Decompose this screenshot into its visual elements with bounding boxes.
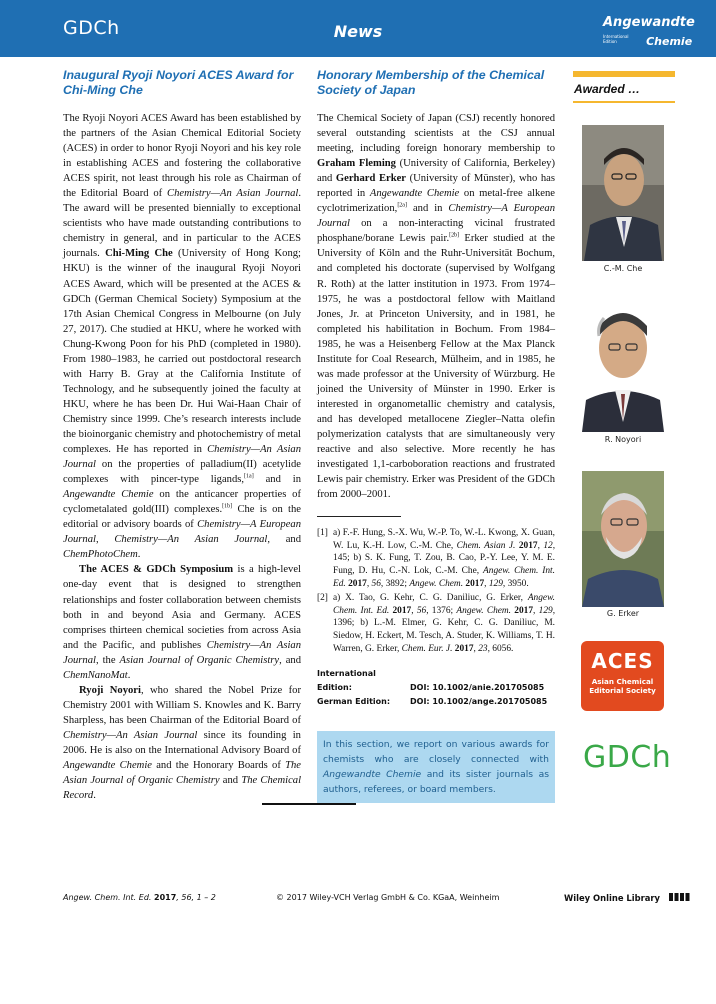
- footer-wiley-online-library[interactable]: Wiley Online Library: [564, 893, 660, 903]
- references-separator: [317, 516, 401, 517]
- article-csj-membership: [317, 68, 555, 803]
- doi-intl[interactable]: DOI: 10.1002/anie.201705085: [410, 683, 545, 693]
- reference-text: a) F.-F. Hung, S.-X. Wu, W.-P. To, W.-L. Kwong, X. Guan, W. Lu, K.-H. Low, C.-M. Che, Chem. Asian J. 2017, 12, 145; b) S. K. Fung, T. Zou, B. Cao, P.-Y. Lee, Y. M. E. Fung, D. Hu, C.-N. Lok, C.-M. Che, Angew. Chem. Int. Ed. 2017, 56, 3892; Angew. Chem. 2017, 129, 3950.: [333, 528, 556, 589]
- photo-noyori: [582, 296, 664, 432]
- angewandte-logo-line1: Angewandte: [603, 15, 695, 30]
- section-title: News: [333, 22, 383, 41]
- photo-caption: G. Erker: [606, 609, 640, 618]
- end-of-article-rule: [262, 803, 356, 805]
- reference-number: [2]: [317, 593, 328, 604]
- article-title: Honorary Membership of the Chemical Society of Japan: [317, 68, 545, 97]
- article-noyori-award: [63, 68, 301, 803]
- footer-year: 2017: [154, 893, 177, 902]
- reference-number: [1]: [317, 528, 328, 539]
- footer-journal: Angew. Chem. Int. Ed.: [63, 893, 152, 902]
- footer-copyright: © 2017 Wiley-VCH Verlag GmbH & Co. KGaA, Weinheim: [276, 893, 500, 902]
- section-info-box: In this section, we report on various awards for chemists who are closely connected with Angewandte Chemie and its sister journals as authors, referees, or board members.: [317, 731, 555, 803]
- references-list: [317, 527, 555, 655]
- sidebar-title: Awarded …: [574, 82, 641, 96]
- article-title: Inaugural Ryoji Noyori ACES Award for Chi-Ming Che: [63, 68, 294, 97]
- photo-caption: C.-M. Che: [603, 264, 643, 273]
- doi-german[interactable]: DOI: 10.1002/ange.201705085: [410, 697, 548, 707]
- reference-text: a) X. Tao, G. Kehr, C. G. Daniliuc, G. Erker, Angew. Chem. Int. Ed. 2017, 56, 1376; Angew. Chem. 2017, 129, 1396; b) L.-M. Elmer, G. Kehr, C. G. Daniliuc, M. Siedow, H. Eckert, M. Tesch, A. Studer, K. Williams, T. H. Warren, G. Erker, Chem. Eur. J. 2017, 23, 6056.: [333, 593, 556, 654]
- photo-che: [582, 125, 664, 261]
- gdch-logo: GDCh: [63, 17, 120, 39]
- sidebar-underline: [573, 101, 675, 103]
- paragraph: The Ryoji Noyori ACES Award has been established by the partners of the Asian Chemical Editorial Society (ACES) in order to honor Ryoji Noyori and his key role in establishing ACES and fostering the collaborative ACES spirit, not least through his role as Chairman of the Editorial Board of Chemistry—An Asian Journal. The award will be presented biennially to exceptional scientists who have made outstanding contributions to chemistry in general, and in particular to the ACES journals. Chi-Ming Che (University of Hong Kong; HKU) is the winner of the inaugural Ryoji Noyori ACES Award, which will be presented at the ACES & GDCh (German Chemical Society) Symposium at the 17th Asian Chemical Congress in Melbourne (on July 27, 2017). Che studied at HKU, where he worked with Chung-Kwong Poon for his PhD (completed in 1980). From 1980–1983, he carried out postdoctoral research with Harry B. Gray at the California Institute of Technology, and he subsequently joined the faculty at HKU, where he has been Dr. Hui Wai-Haan Chair of Chemistry since 1999. Che’s research interests include the bioinorganic chemistry and photochemistry of metal complexes. He has reported in Chemistry—An Asian Journal on the properties of palladium(II) acetylide complexes with pincer-type ligands,[1a] and in Angewandte Chemie on the anticancer properties of cyclometalated gold(III) complexes.[1b] Che is on the editorial or advisory boards of Chemistry—A European Journal, Chemistry—An Asian Journal, and ChemPhotoChem.: [63, 113, 302, 561]
- footer-page-marks: [669, 893, 690, 901]
- aces-logo: [581, 641, 664, 711]
- doi-german-label: German Edition:: [317, 697, 391, 707]
- angewandte-logo-line2: Chemie: [646, 35, 693, 48]
- reference-item: [317, 527, 555, 590]
- photo-erker: [582, 471, 664, 607]
- aces-logo-title: ACES: [591, 649, 654, 673]
- sidebar-accent-bar: [573, 71, 675, 77]
- paragraph: The ACES & GDCh Symposium is a high-level one-day event that is designed to strengthen relationships and foster collaboration between chemists both in and beyond Asia and Germany. ACES comprises thirteen chemical societies from across Asia and the Pacific, and publishes Chemistry—An Asian Journal, the Asian Journal of Organic Chemistry, and ChemNanoMat.: [63, 564, 302, 681]
- doi-intl-label: International Edition:: [317, 669, 376, 693]
- angewandte-logo-small: International Edition: [603, 34, 629, 44]
- paragraph: The Chemical Society of Japan (CSJ) recently honored several outstanding scientists at the CSJ annual meeting, including foreign honorary membership to Graham Fleming (University of California, Berkeley) and Gerhard Erker (University of Münster), who has reported in Angewandte Chemie on metal-free alkene cyclotrimerization,[2a] and in Chemistry—A European Journal on a non-interacting vicinal frustrated phosphane/borane Lewis pair.[2b] Erker studied at the University of Köln and the Ruhr-Universität Bochum, and completed his doctorate (supervised by Wolfgang R. Roth) at the latter institution in 1973. From 1974–1975, he was a postdoctoral fellow with Maitland Jones, Jr. at Princeton University, and in 1981, he completed his habilitation in Bochum. From 1984–1985, he was a Heisenberg Fellow at the Max Planck Institute for Coal Research, Mülheim, and in 1985, he was made professor at the University of Würzburg. He joined the University of Münster in 1990. Erker is interested in organometallic chemistry and catalysis, and has developed metallocene Ziegler–Natta olefin polymerization catalysts that are simultaneously very reactive and also selective. More recently he has investigated 1,1-carboboration reactions and frustrated Lewis pair chemistry. Erker was President of the GDCh from 2000–2001.: [317, 113, 555, 501]
- aces-logo-line1: Asian Chemical: [591, 677, 654, 686]
- gdch-logo-green: GDCh: [583, 740, 672, 775]
- footer-volume: , 56, 1 – 2: [176, 893, 216, 902]
- paragraph: Ryoji Noyori, who shared the Nobel Prize for Chemistry 2001 with William S. Knowles and K. Barry Sharpless, has been Chairman of the Editorial Board of Chemistry—An Asian Journal since its founding in 2006. He is also on the International Advisory Board of Angewandte Chemie and the Honorary Boards of The Asian Journal of Organic Chemistry and The Chemical Record.: [63, 684, 302, 802]
- photo-caption: R. Noyori: [604, 435, 642, 444]
- reference-item: [317, 592, 555, 655]
- header-bar: [0, 0, 716, 57]
- angewandte-logo: [603, 16, 695, 49]
- aces-logo-line2: Editorial Society: [589, 686, 656, 695]
- doi-block: [317, 667, 555, 709]
- footer-citation: [63, 893, 216, 902]
